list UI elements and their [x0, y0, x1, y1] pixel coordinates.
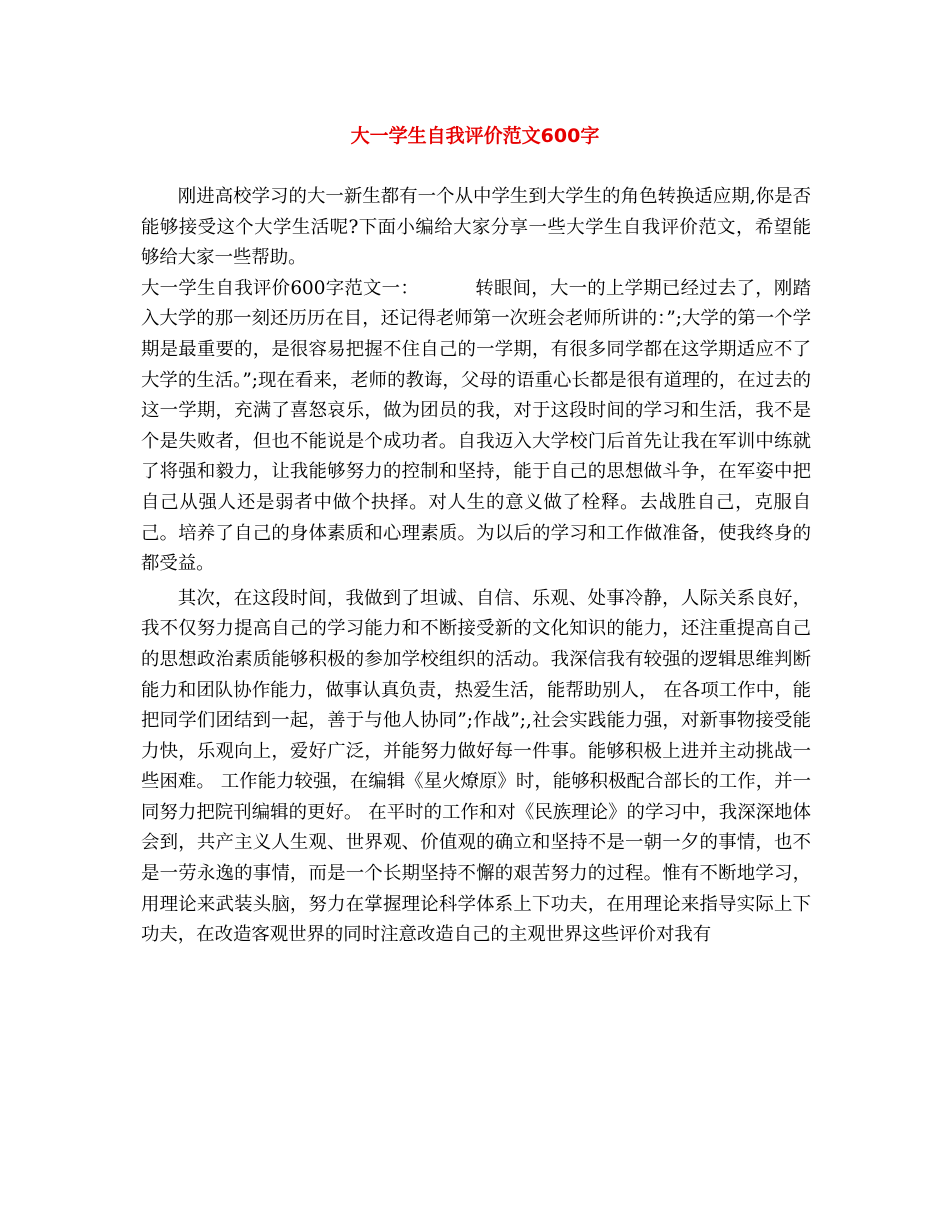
section-heading: 大一学生自我评价600字范文一： — [141, 277, 420, 299]
intro-paragraph: 刚进高校学习的大一新生都有一个从中学生到大学生的角色转换适应期,你是否能够接受这个大学生活呢?下面小编给大家分享一些大学生自我评价范文，希望能够给大家一些帮助。 — [141, 186, 811, 269]
section-text: 转眼间，大一的上学期已经过去了，刚踏入大学的那一刻还历历在目，还记得老师第一次班会老师所讲的：”;大学的第一个学期是最重要的，是很容易把握不住自己的一学期，有很多同学都在这学期适应不了大学的生活。”;现在看来，老师的教诲，父母的语重心长都是很有道理的，在过去的这一学期，充满了喜怒哀乐，做为团员的我，对于这段时间的学习和生活，我不是个是失败者，但也不能说是个成功者。自我迈入大学校门后首先让我在军训中练就了将强和毅力，让我能够努力的控制和坚持，能于自己的思想做斗争，在军姿中把自己从强人还是弱者中做个抉择。对人生的意义做了栓释。去战胜自己，克服自己。培养了自己的身体素质和心理素质。为以后的学习和工作做准备，使我终身的都受益。 — [141, 277, 811, 575]
document-body — [141, 182, 811, 951]
document-title: 大一学生自我评价范文600字 — [350, 125, 600, 147]
second-paragraph: 其次，在这段时间，我做到了坦诚、自信、乐观、处事冷静，人际关系良好，我不仅努力提高自己的学习能力和不断接受新的文化知识的能力，还注重提高自己的思想政治素质能够积极的参加学校组织的活动。我深信我有较强的逻辑思维判断能力和团队协作能力，做事认真负责，热爱生活，能帮助别人， 在各项工作中，能把同学们团结到一起，善于与他人协同”;作战”;,社会实践能力强，对新事物接受能力快，乐观向上，爱好广泛，并能努力做好每一件事。能够积极上进并主动挑战一些困难。 工作能力较强，在编辑《星火燎原》时，能够积极配合部长的工作，并一同努力把院刊编辑的更好。 在平时的工作和对《民族理论》的学习中，我深深地体会到，共产主义人生观、世界观、价值观的确立和坚持不是一朝一夕的事情，也不是一劳永逸的事情，而是一个长期坚持不懈的艰苦努力的过程。惟有不断地学习，用理论来武装头脑，努力在掌握理论科学体系上下功夫，在用理论来指导实际上下功夫，在改造客观世界的同时注意改造自己的主观世界这些评价对我有 — [141, 587, 811, 946]
section-paragraph — [141, 274, 811, 580]
